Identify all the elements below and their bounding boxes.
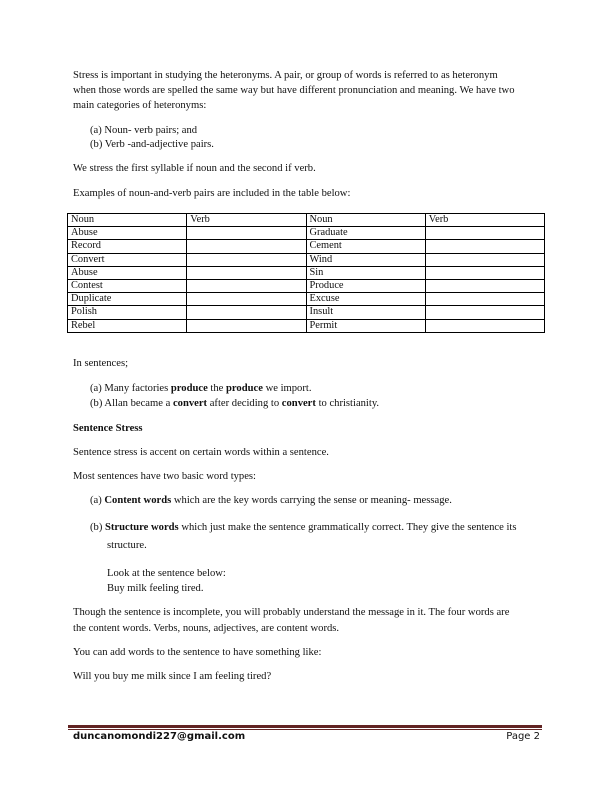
examples-intro: Examples of noun-and-verb pairs are included in the table below: [73, 188, 351, 199]
table-cell [425, 266, 544, 279]
table-cell: Permit [306, 319, 425, 332]
table-cell [425, 253, 544, 266]
section-heading: Sentence Stress [73, 423, 143, 434]
table-cell [425, 306, 544, 319]
footer-email: duncanomondi227@gmail.com [73, 731, 246, 742]
sentence-example: (b) Allan became a convert after deciding to convert to christianity. [90, 398, 380, 409]
table-cell [187, 293, 306, 306]
table-row [68, 240, 545, 253]
definition: Sentence stress is accent on certain words within a sentence. [73, 447, 329, 458]
table-cell: Abuse [68, 266, 187, 279]
table-cell: Produce [306, 279, 425, 292]
in-sentences: In sentences; [73, 358, 129, 369]
table-cell [187, 240, 306, 253]
table-row [68, 253, 545, 266]
header-cell: Verb [187, 214, 306, 227]
table-cell: Convert [68, 253, 187, 266]
table-cell: Duplicate [68, 293, 187, 306]
page-number: Page 2 [506, 731, 540, 742]
category-item: (a) Noun- verb pairs; and [90, 125, 198, 136]
table-cell: Insult [306, 306, 425, 319]
intro-line: Stress is important in studying the heteronyms. A pair, or group of words is referred to as heteronym [73, 70, 498, 81]
table-row [68, 279, 545, 292]
table-cell: Cement [306, 240, 425, 253]
explanation-line: Though the sentence is incomplete, you will probably understand the message in it. The four words are [73, 607, 510, 618]
table-cell: Excuse [306, 293, 425, 306]
table-cell: Graduate [306, 227, 425, 240]
table-cell: Record [68, 240, 187, 253]
table-cell: Wind [306, 253, 425, 266]
header-cell: Noun [306, 214, 425, 227]
table-row [68, 266, 545, 279]
table-row [68, 319, 545, 332]
category-item: (b) Verb -and-adjective pairs. [90, 139, 214, 150]
table-row [68, 306, 545, 319]
table-cell [187, 266, 306, 279]
table-cell: Polish [68, 306, 187, 319]
intro-line: main categories of heteronyms: [73, 100, 207, 111]
table-cell [425, 240, 544, 253]
word-type-item: (b) Structure words which just make the sentence grammatically correct. They give the sentence its [90, 522, 517, 533]
table-cell [187, 227, 306, 240]
footer-rule-thin [68, 729, 542, 730]
footer-rule [68, 725, 542, 728]
word-type-item: (a) Content words which are the key words carrying the sense or meaning- message. [90, 495, 452, 506]
header-cell: Verb [425, 214, 544, 227]
header-cell: Noun [68, 214, 187, 227]
word-type-cont: structure. [107, 540, 147, 551]
example-sentence: Buy milk feeling tired. [107, 583, 204, 594]
table-cell [187, 279, 306, 292]
word-types-intro: Most sentences have two basic word types: [73, 471, 256, 482]
table-row [68, 293, 545, 306]
heteronym-table [67, 213, 545, 333]
table-cell [187, 319, 306, 332]
table-cell [425, 227, 544, 240]
table-cell [425, 293, 544, 306]
table-cell [425, 279, 544, 292]
table-header-row [68, 214, 545, 227]
table-cell: Abuse [68, 227, 187, 240]
table-cell [425, 319, 544, 332]
table-row [68, 227, 545, 240]
stress-rule: We stress the first syllable if noun and the second if verb. [73, 163, 316, 174]
table-cell: Sin [306, 266, 425, 279]
sentence-example: (a) Many factories produce the produce we import. [90, 383, 312, 394]
table-cell: Contest [68, 279, 187, 292]
table-cell: Rebel [68, 319, 187, 332]
explanation-line: the content words. Verbs, nouns, adjectives, are content words. [73, 623, 340, 634]
intro-line: when those words are spelled the same way but have different pronunciation and meaning. We have two [73, 85, 515, 96]
table-cell [187, 306, 306, 319]
full-sentence: Will you buy me milk since I am feeling tired? [73, 671, 272, 682]
look-text: Look at the sentence below: [107, 568, 226, 579]
add-words: You can add words to the sentence to have something like: [73, 647, 322, 658]
table-cell [187, 253, 306, 266]
